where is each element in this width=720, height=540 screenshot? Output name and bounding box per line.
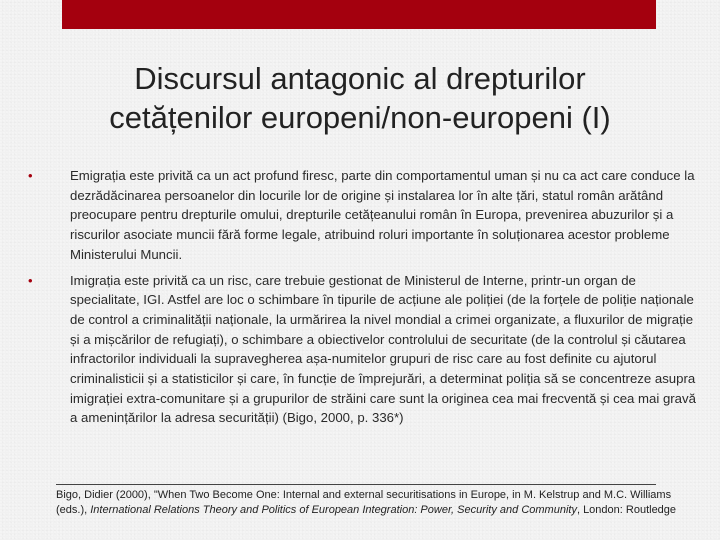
footnote-reference bbox=[56, 488, 686, 517]
reference-part-2: , London: Routledge bbox=[576, 503, 677, 516]
bullet-item-emigration bbox=[28, 166, 700, 265]
reference-book-title: International Relations Theory and Politics of European Integration: Power, Security and Community bbox=[90, 503, 577, 516]
slide-title bbox=[20, 59, 700, 137]
slide-title-line-1: Discursul antagonic al drepturilor bbox=[134, 61, 586, 96]
bullet-marker: • bbox=[28, 168, 33, 183]
bullet-marker: • bbox=[28, 272, 33, 288]
bullet-list bbox=[28, 166, 700, 434]
slide-title-line-2: cetățenilor europeni/non-europeni (I) bbox=[109, 100, 611, 135]
top-accent-bar bbox=[62, 0, 656, 29]
reference-part-1: Bigo, Didier (2000), "When Two Become One: Internal and external securitisations in Europe, in M. Kelstrup and M.C. Williams (eds.), bbox=[56, 489, 672, 516]
bullet-text: Emigrația este privită ca un act profund firesc, parte din comportamentul uman și nu ca act care conduce la dezrădăcinarea persoanelor din locurile lor de origine și instalarea lor în alte țări, statul român arătând preocupare pentru drepturile omului, drepturile cetățeanului român în Europa, prevenirea abuzurilor și a riscurilor asociate muncii fără forme legale, atribuind roluri importante în soluționarea acestor probleme Ministerului Muncii. bbox=[70, 168, 695, 262]
bullet-text: Imigrația este privită ca un risc, care trebuie gestionat de Ministerul de Interne, printr-un organ de specialitate, IGI. Astfel are loc o schimbare în tipurile de acțiune ale poliției (de la forțele de poliție naționale de control a criminalității naționale, la urmărirea la nivel mondial a crimei organizate, a fluxurilor de migrație și a mișcărilor de refugiați), o schimbare a obiectivelor controlului de securitate (de la controlul și căutarea infractorilor individuali la supravegherea așa-numitelor grupuri de risc care au fost definite cu ajutorul criminalisticii și a statisticilor și care, în funcție de împrejurări, a determinat poliția să se concentreze asupra imigrației extra-comunitare și a grupurilor de străini care sunt la originea cea mai frecventă și cea mai gravă a amenințărilor la adresa securității) (Bigo, 2000, p. 336*) bbox=[70, 272, 696, 426]
footnote-divider bbox=[56, 484, 656, 485]
bullet-item-immigration bbox=[28, 271, 700, 429]
